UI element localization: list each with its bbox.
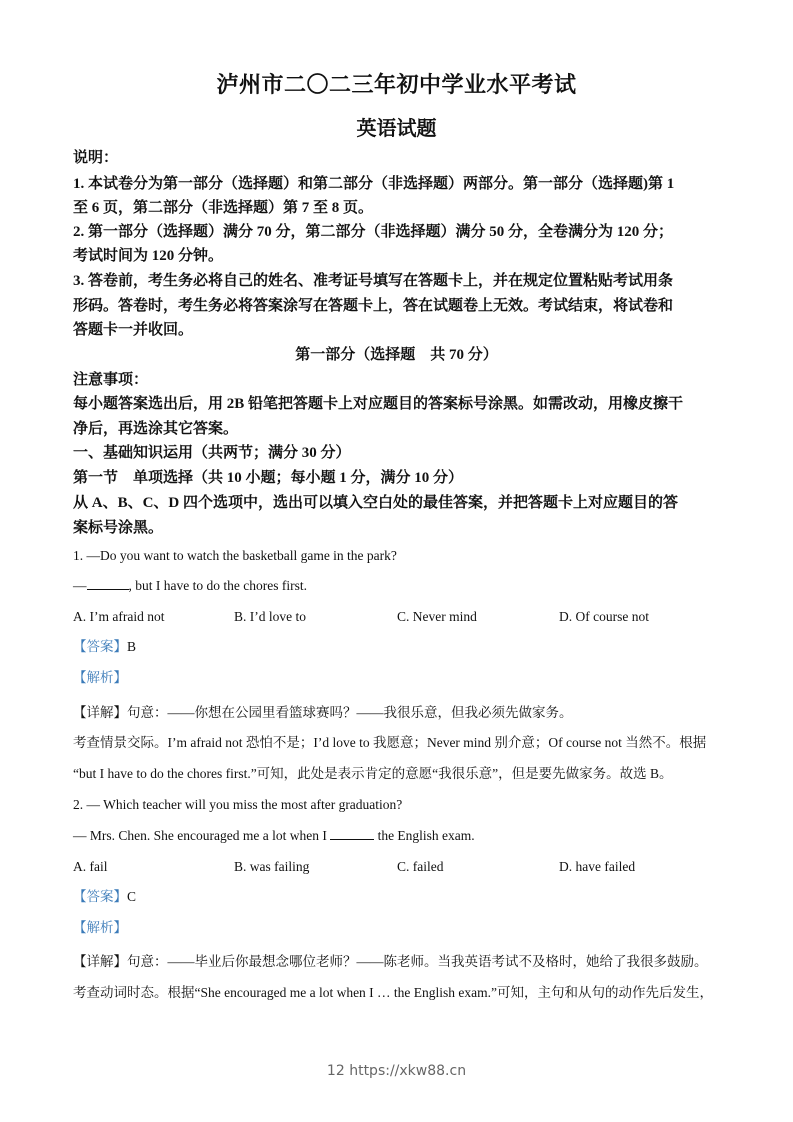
page-footer bbox=[0, 1063, 793, 1079]
answer-line bbox=[73, 638, 733, 656]
instruction-line: 1. 本试卷分为第一部分（选择题）和第二部分（非选择题）两部分。第一部分（选择题)第 1 bbox=[73, 176, 675, 192]
subsection-title: 第一节 单项选择（共 10 小题；每小题 1 分，满分 10 分） bbox=[73, 470, 464, 486]
detail-line bbox=[73, 704, 733, 722]
detail-tag: 【详解】 bbox=[73, 705, 127, 720]
question-stem: 2. — Which teacher will you miss the most after graduation? bbox=[73, 797, 403, 812]
response-prefix: — bbox=[73, 578, 87, 593]
detail-line: 考查情景交际。I’m afraid not 恐怕不是；I’d love to 我愿意；Never mind 别介意；Of course not 当然不。根据 bbox=[73, 735, 707, 750]
detail-tag: 【详解】 bbox=[73, 954, 127, 969]
answer-value: B bbox=[127, 639, 137, 654]
instruction-line: 3. 答卷前，考生务必将自己的姓名、准考证号填写在答题卡上，并在规定位置粘贴考试用条 bbox=[73, 273, 674, 289]
option-b: B. was failing bbox=[234, 859, 310, 874]
instructions-heading: 说明： bbox=[73, 150, 119, 166]
detail-text: 句意：——你想在公园里看篮球赛吗？——我很乐意，但我必须先做家务。 bbox=[127, 705, 573, 720]
question-stem: 1. —Do you want to watch the basketball game in the park? bbox=[73, 548, 397, 563]
analysis-tag: 【解析】 bbox=[73, 920, 127, 935]
exam-title: 泸州市二〇二三年初中学业水平考试 bbox=[216, 72, 577, 97]
answer-value: C bbox=[127, 889, 137, 904]
response-suffix: , but I have to do the chores first. bbox=[128, 578, 307, 593]
exam-subtitle: 英语试题 bbox=[356, 118, 437, 140]
analysis-line bbox=[73, 919, 733, 937]
page-number: 12 bbox=[326, 1063, 345, 1079]
detail-line bbox=[73, 953, 733, 971]
response-suffix: the English exam. bbox=[374, 828, 475, 843]
option-c: C. failed bbox=[397, 859, 444, 874]
option-c: C. Never mind bbox=[397, 609, 477, 624]
question-response bbox=[73, 577, 733, 595]
answer-blank bbox=[330, 827, 374, 840]
directions-line: 从 A、B、C、D 四个选项中，选出可以填入空白处的最佳答案，并把答题卡上对应题目的答 bbox=[73, 495, 679, 511]
response-prefix: — Mrs. Chen. She encouraged me a lot when I bbox=[73, 828, 331, 843]
section-title: 一、基础知识运用（共两节；满分 30 分） bbox=[73, 445, 351, 461]
instruction-line: 形码。答卷时，考生务必将答案涂写在答题卡上，答在试题卷上无效。考试结束，将试卷和 bbox=[73, 298, 674, 314]
question-response bbox=[73, 827, 733, 845]
detail-line: “but I have to do the chores first.”可知，此处是表示肯定的意愿“我很乐意”，但是要先做家务。故选 B。 bbox=[73, 766, 673, 781]
analysis-tag: 【解析】 bbox=[73, 670, 127, 685]
instruction-line: 考试时间为 120 分钟。 bbox=[73, 248, 224, 264]
option-a: A. I’m afraid not bbox=[73, 609, 165, 624]
footer-link[interactable]: https://xkw88.cn bbox=[349, 1063, 467, 1079]
answer-line bbox=[73, 888, 733, 906]
analysis-line bbox=[73, 669, 733, 687]
answer-tag: 【答案】 bbox=[73, 639, 127, 654]
option-d: D. Of course not bbox=[559, 609, 649, 624]
instruction-line: 至 6 页，第二部分（非选择题）第 7 至 8 页。 bbox=[73, 200, 374, 216]
detail-text: 句意：——毕业后你最想念哪位老师？——陈老师。当我英语考试不及格时，她给了我很多鼓励。 bbox=[127, 954, 708, 969]
directions-line: 案标号涂黑。 bbox=[73, 520, 164, 536]
notes-line: 净后，再选涂其它答案。 bbox=[73, 421, 239, 437]
part-one-heading: 第一部分（选择题 共 70 分） bbox=[295, 347, 498, 363]
notes-heading: 注意事项： bbox=[73, 372, 149, 388]
option-b: B. I’d love to bbox=[234, 609, 306, 624]
detail-line: 考查动词时态。根据“She encouraged me a lot when I … the English exam.”可知，主句和从句的动作先后发生， bbox=[73, 985, 714, 1000]
option-a: A. fail bbox=[73, 859, 108, 874]
notes-line: 每小题答案选出后，用 2B 铅笔把答题卡上对应题目的答案标号涂黑。如需改动，用橡皮擦干 bbox=[73, 396, 684, 412]
instruction-line: 答题卡一并收回。 bbox=[73, 322, 194, 338]
instruction-line: 2. 第一部分（选择题）满分 70 分，第二部分（非选择题）满分 50 分，全卷满分为 120 分； bbox=[73, 224, 674, 240]
answer-blank bbox=[87, 577, 129, 590]
answer-tag: 【答案】 bbox=[73, 889, 127, 904]
option-d: D. have failed bbox=[559, 859, 636, 874]
